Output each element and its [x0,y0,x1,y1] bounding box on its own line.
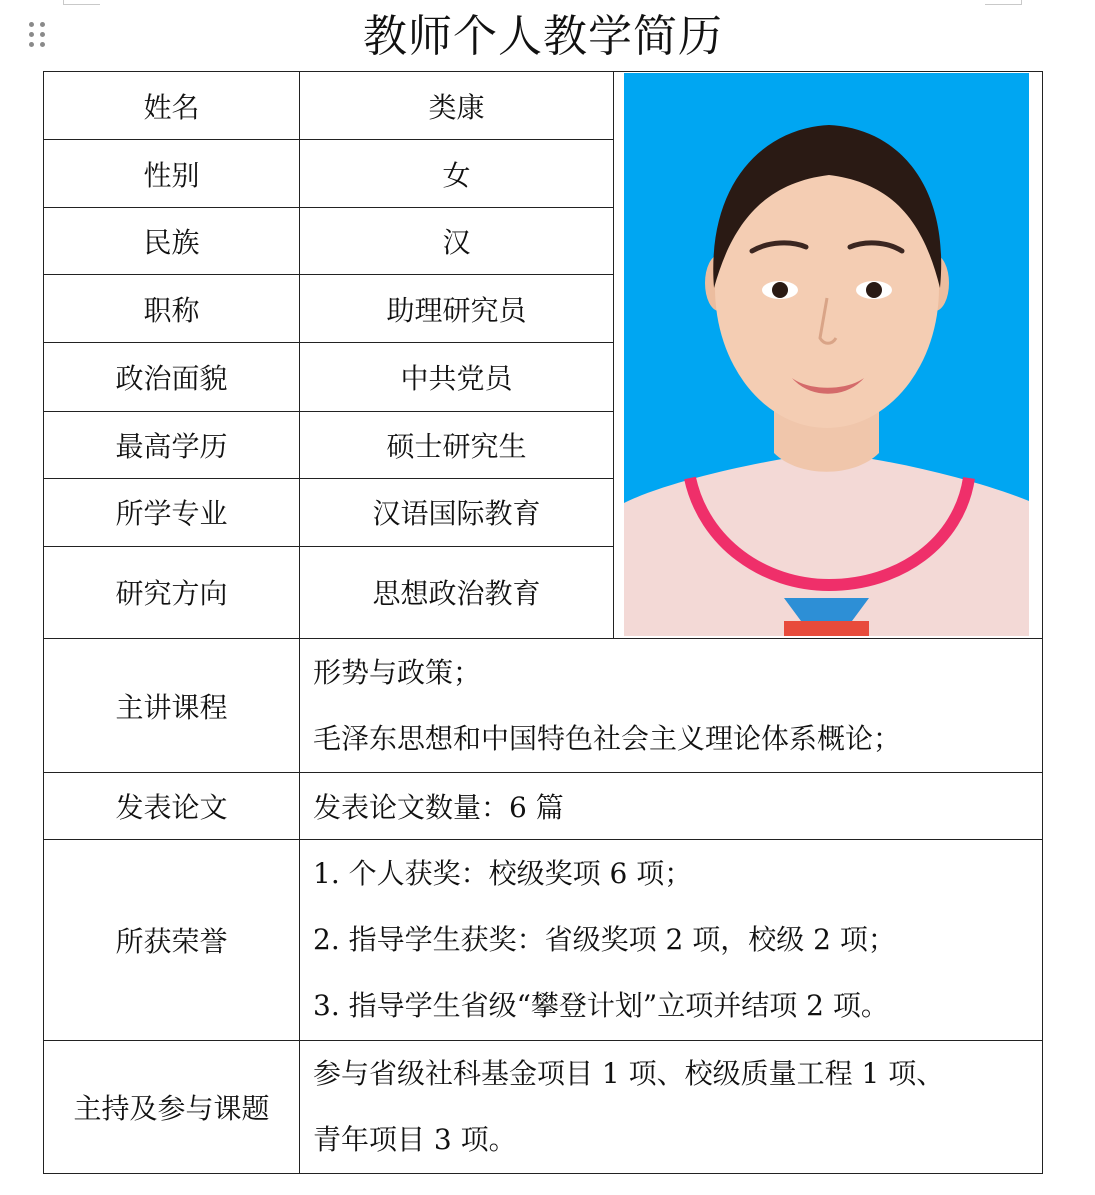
honors-value [300,840,1043,1041]
table-row [44,840,1043,1041]
document-title: 教师个人教学简历 [363,11,723,62]
honor-line: 3. 指导学生省级“攀登计划”立项并结项 2 项。 [313,989,889,1022]
project-line: 参与省级社科基金项目 1 项、校级质量工程 1 项、 [313,1057,945,1090]
gender-label: 性别 [44,140,300,208]
course-line: 形势与政策； [313,655,482,689]
papers-label: 发表论文 [44,773,300,840]
page-corner-mark [63,0,100,5]
research-label: 研究方向 [44,546,300,638]
political-status-label: 政治面貌 [44,343,300,411]
projects-value [300,1041,1043,1174]
education-label: 最高学历 [44,411,300,478]
name-label: 姓名 [44,72,300,140]
name-value: 类康 [300,72,614,140]
page-corner-mark [985,0,1022,5]
papers-value [300,773,1043,840]
courses-value [300,639,1043,773]
research-value: 思想政治教育 [300,546,614,638]
education-value: 硕士研究生 [300,411,614,478]
table-row [44,773,1043,840]
table-row [44,72,1043,140]
title-value: 助理研究员 [300,275,614,343]
honor-line: 2. 指导学生获奖：省级奖项 2 项，校级 2 项； [313,923,896,956]
honors-label: 所获荣誉 [44,840,300,1041]
table-row [44,639,1043,773]
courses-label: 主讲课程 [44,639,300,773]
table-row [44,1041,1043,1174]
major-value: 汉语国际教育 [300,478,614,546]
photo-cell [614,72,1043,639]
gender-value: 女 [300,140,614,208]
ethnicity-value: 汉 [300,208,614,275]
major-label: 所学专业 [44,478,300,546]
course-line: 毛泽东思想和中国特色社会主义理论体系概论； [313,721,902,755]
papers-line: 发表论文数量：6 篇 [313,791,564,824]
portrait-photo [624,73,1029,636]
title-label: 职称 [44,275,300,343]
project-line: 青年项目 3 项。 [313,1123,517,1156]
projects-label: 主持及参与课题 [44,1041,300,1174]
resume-table [43,71,1043,1174]
ethnicity-label: 民族 [44,208,300,275]
honor-line: 1. 个人获奖：校级奖项 6 项； [313,857,693,890]
political-status-value: 中共党员 [300,343,614,411]
